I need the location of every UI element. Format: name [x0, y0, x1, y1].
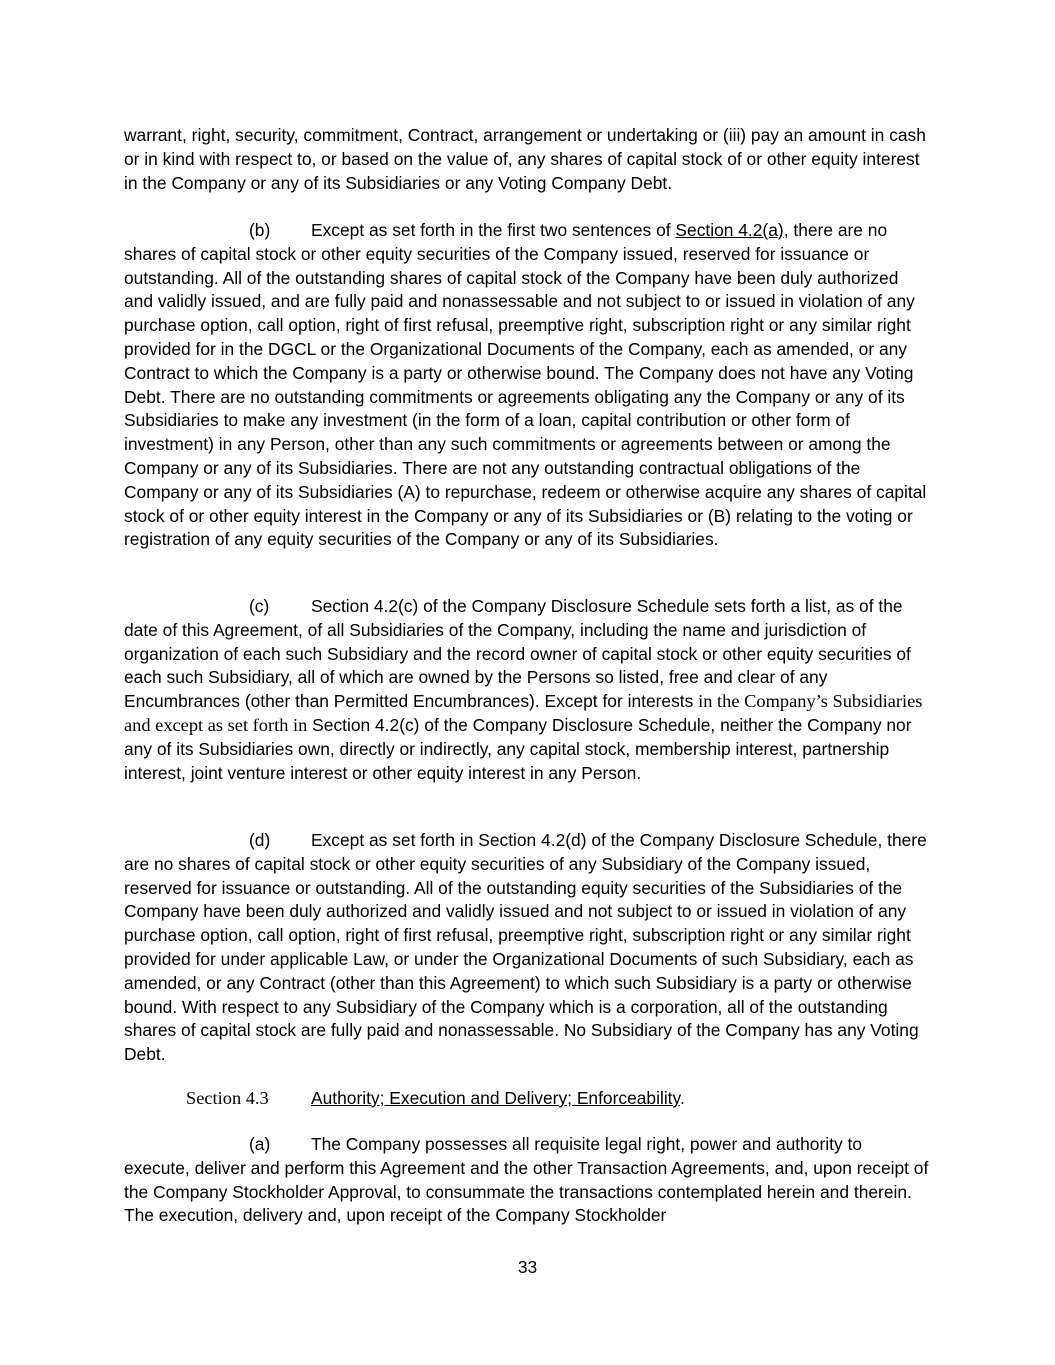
section-title-period: .: [679, 1088, 685, 1108]
paragraph-text: Section 4.2(c) of the Company Disclosure Schedule, neither the Company nor any of its Subsidiaries own, directly or indirectly, any capital stock, membership interest, partnership interest, joint venture interest or other equity interest in any Person.: [124, 714, 912, 783]
paragraph-label: (b): [249, 220, 271, 240]
paragraph-text-serif: in the Company’s Subsidiaries and except as set forth in: [124, 691, 923, 735]
paragraph-4-2-c: [124, 595, 932, 785]
paragraph-4-3-a: [124, 1133, 932, 1228]
paragraph-4-2-d: [124, 829, 932, 1067]
section-reference-link: Section 4.2(a): [675, 220, 784, 240]
section-heading-4-3: [186, 1087, 886, 1111]
paragraph-text: , there are no shares of capital stock or other equity securities of the Company issued, reserved for issuance or outstanding. All of the outstanding shares of capital stock of the Company have been duly authorized and validly issued, and are fully paid and nonassessable and not subject to or issued in violation of any purchase option, call option, right of first refusal, preemptive right, subscription right or any similar right provided for in the DGCL or the Organizational Documents of the Company, each as amended, or any Contract to which the Company is a party or otherwise bound. The Company does not have any Voting Debt. There are no outstanding commitments or agreements obligating any the Company or any of its Subsidiaries to make any investment (in the form of a loan, capital contribution or other form of investment) in any Person, other than any such commitments or agreements between or among the Company or any of its Subsidiaries. There are not any outstanding contractual obligations of the Company or any of its Subsidiaries (A) to repurchase, redeem or otherwise acquire any shares of capital stock of or other equity interest in the Company or any of its Subsidiaries or (B) relating to the voting or registration of any equity securities of the Company or any of its Subsidiaries.: [124, 220, 927, 550]
section-title: Authority; Execution and Delivery; Enforceability: [311, 1088, 680, 1108]
paragraph-continuation: warrant, right, security, commitment, Contract, arrangement or undertaking or (iii) pay an amount in cash or in kind with respect to, or based on the value of, any shares of capital stock of or other equity interest in the Company or any of its Subsidiaries or any Voting Company Debt.: [124, 125, 926, 193]
paragraph-text: Except as set forth in Section 4.2(d) of the Company Disclosure Schedule, there are no shares of capital stock or other equity securities of any Subsidiary of the Company issued, reserved for issuance or outstanding. All of the outstanding equity securities of the Subsidiaries of the Company have been duly authorized and validly issued and not subject to or issued in violation of any purchase option, call option, right of first refusal, preemptive right, subscription right or any similar right provided for under applicable Law, or under the Organizational Documents of such Subsidiary, each as amended, or any Contract (other than this Agreement) to which such Subsidiary is a party or otherwise bound. With respect to any Subsidiary of the Company which is a corporation, all of the outstanding shares of capital stock are fully paid and nonassessable. No Subsidiary of the Company has any Voting Debt.: [124, 830, 927, 1065]
paragraph-text: Except as set forth in the first two sentences of: [311, 220, 676, 240]
paragraph-label: (d): [249, 830, 271, 850]
section-number: Section 4.3: [186, 1088, 269, 1108]
paragraph-label: (a): [249, 1134, 271, 1154]
page-number: 33: [517, 1257, 538, 1277]
paragraph-text: Section 4.2(c) of the Company Disclosure Schedule sets forth a list, as of the date of this Agreement, of all Subsidiaries of the Company, including the name and jurisdiction of organization of each such Subsidiary and the record owner of capital stock or other equity securities of each such Subsidiary, all of which are owned by the Persons so listed, free and clear of any Encumbrances (other than Permitted Encumbrances). Except for interests: [124, 596, 911, 712]
paragraph-label: (c): [249, 596, 270, 616]
paragraph-text: The Company possesses all requisite legal right, power and authority to execute, deliver and perform this Agreement and the other Transaction Agreements, and, upon receipt of the Company Stockholder Approval, to consummate the transactions contemplated herein and therein. The execution, delivery and, upon receipt of the Company Stockholder: [124, 1134, 929, 1226]
paragraph-4-2-b: [124, 219, 932, 552]
